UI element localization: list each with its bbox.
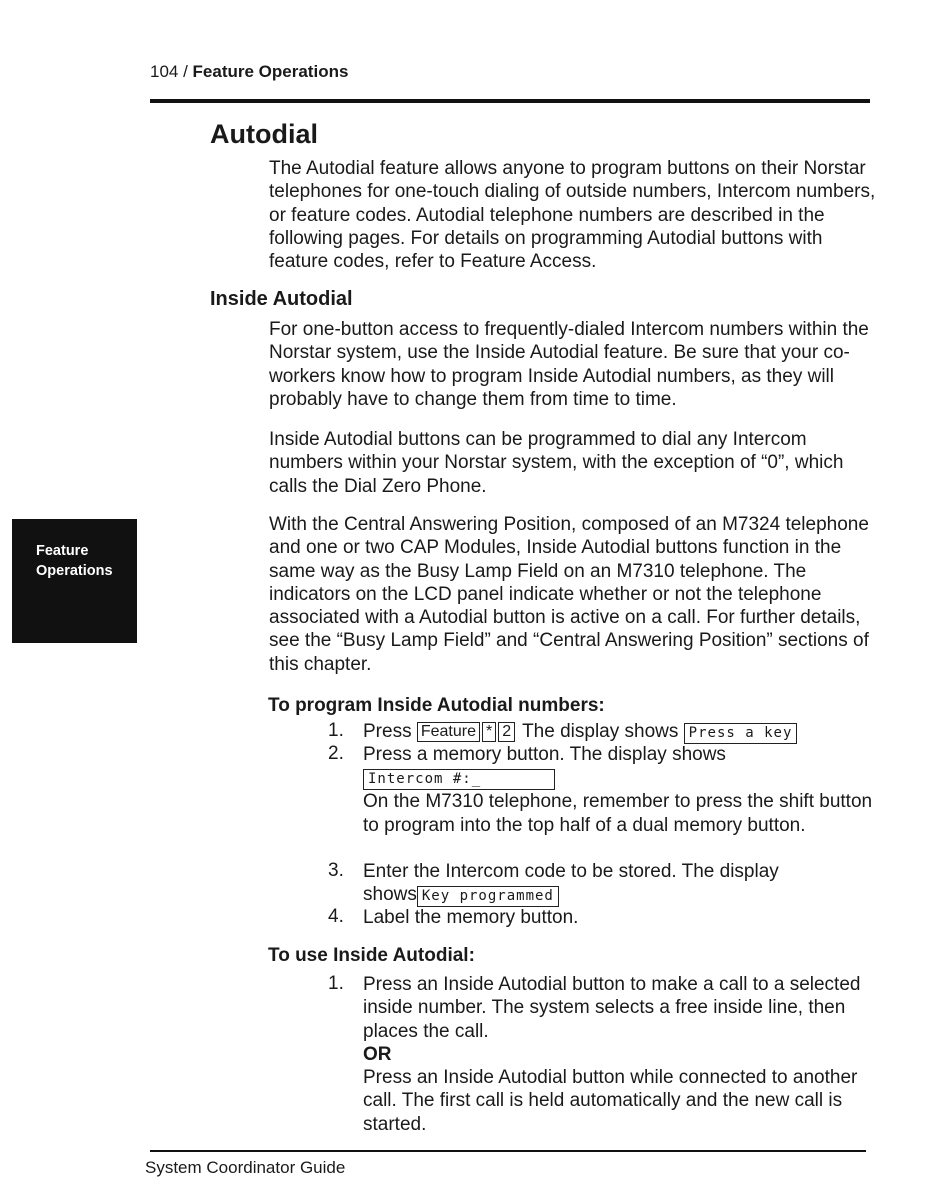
program-step-1 [363, 720, 893, 744]
page-header [150, 62, 348, 82]
page-number: 104 / [150, 62, 193, 81]
inside-paragraph-1: For one-button access to frequently-dialed Intercom numbers within the Norstar system, use the Inside Autodial feature. Be sure that your co-workers know how to program Inside Autodial numbers, as they will probably have to change them from time to time. [269, 319, 869, 410]
use-step-1 [363, 973, 863, 1136]
use-heading: To use Inside Autodial: [268, 945, 475, 966]
step-text: Press an Inside Autodial button while connected to another call. The first call is held automatically and the new call is started. [363, 1067, 858, 1135]
side-tab-line2: Operations [36, 563, 113, 579]
step-note: On the M7310 telephone, remember to press the shift button to program into the top half of a dual memory button. [363, 791, 873, 836]
step-number: 1. [328, 973, 344, 994]
step-text: Press an Inside Autodial button to make a call to a selected inside number. The system selects a free inside line, then places the call. [363, 974, 861, 1042]
side-tab [12, 519, 137, 643]
inside-paragraph-3: With the Central Answering Position, composed of an M7324 telephone and one or two CAP Modules, Inside Autodial buttons function in the same way as the Busy Lamp Field on an M7310 telephone. The indicators on the LCD panel indicate whether or not the telephone associated with a Autodial button is active on a call. For further details, see the “Busy Lamp Field” and “Central Answering Position” sections of this chapter. [269, 514, 869, 675]
lcd-display: Intercom #:_ [363, 769, 555, 790]
inside-autodial-heading: Inside Autodial [210, 288, 353, 310]
inside-paragraph-2: Inside Autodial buttons can be programmed to dial any Intercom numbers within your Norstar system, with the exception of “0”, which calls the Dial Zero Phone. [269, 429, 844, 497]
program-step-2 [363, 743, 883, 837]
step-number: 3. [328, 860, 344, 881]
two-key: 2 [498, 722, 515, 742]
lcd-display: Key programmed [417, 886, 559, 907]
side-tab-line1: Feature [36, 543, 89, 559]
page-footer: System Coordinator Guide [145, 1158, 346, 1177]
program-heading: To program Inside Autodial numbers: [268, 695, 605, 716]
step-text: Press a memory button. The display shows [363, 744, 726, 765]
step-text: The display shows [522, 721, 679, 742]
program-step-4: Label the memory button. [363, 907, 579, 928]
or-label: OR [363, 1043, 392, 1065]
step-number: 4. [328, 906, 344, 927]
lcd-display: Press a key [684, 723, 798, 744]
step-number: 2. [328, 743, 344, 764]
step-text: Press [363, 721, 412, 742]
step-text: shows [363, 884, 417, 906]
footer-rule [150, 1150, 866, 1152]
step-number: 1. [328, 720, 344, 741]
program-step-3 [363, 860, 883, 907]
step-text: Enter the Intercom code to be stored. The display [363, 861, 779, 882]
section-title: Feature Operations [192, 62, 349, 81]
intro-paragraph: The Autodial feature allows anyone to program buttons on their Norstar telephones for one-touch dialing of outside numbers, Intercom numbers, or feature codes. Autodial telephone numbers are described in the following pages. For details on programming Autodial buttons with feature codes, refer to Feature Access. [269, 158, 876, 273]
star-key: * [482, 722, 496, 742]
page-title: Autodial [210, 119, 318, 149]
header-rule [150, 99, 870, 103]
feature-key: Feature [417, 722, 480, 742]
